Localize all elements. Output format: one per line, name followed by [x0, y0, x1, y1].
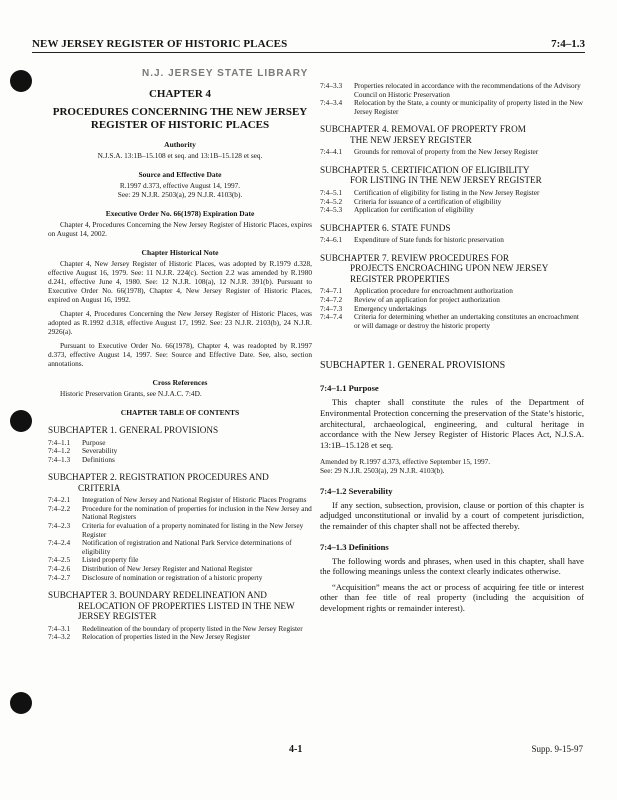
toc-entry-title: Listed property file: [82, 555, 139, 565]
toc-entry-title: Properties relocated in accordance with the recommendations of the Advisory Council on Historic Preservation: [354, 81, 581, 99]
toc-left: [48, 425, 312, 642]
toc-entry-number: 7:4–7.1: [320, 286, 343, 296]
toc-subchapter-title-continued: CRITERIA: [78, 482, 121, 493]
toc-entry-number: 7:4–2.3: [48, 521, 71, 531]
toc-entry: [320, 313, 584, 330]
toc-subchapter-title-continued: THE NEW JERSEY REGISTER: [350, 134, 472, 145]
toc-heading: CHAPTER TABLE OF CONTENTS: [120, 408, 240, 417]
toc-entry: [320, 82, 584, 99]
header-rule: [32, 52, 585, 53]
toc-entry-title: Review of an application for project authorization: [354, 294, 500, 304]
historical-note-p2: Chapter 4, Procedures Concerning the New Jersey Register of Historic Places, was adopted as R.1992 d.318, effective August 17, 1992. See: 23 N.J.R. 2103(b), 24 N.J.R. 2926(a).: [48, 309, 312, 336]
left-column: [48, 82, 312, 642]
toc-subchapter-title-continued: FOR LISTING IN THE NEW JERSEY REGISTER: [350, 175, 542, 186]
toc-subchapter-title: SUBCHAPTER 7. REVIEW PROCEDURES FOR: [320, 252, 509, 263]
toc-entry-title: Criteria for evaluation of a property nominated for listing in the New Jersey Register: [82, 521, 304, 539]
toc-entry: [48, 505, 312, 522]
section-1-2-heading: 7:4–1.2 Severability: [320, 485, 393, 496]
toc-entry-number: 7:4–4.1: [320, 147, 343, 157]
toc-entry-number: 7:4–2.2: [48, 503, 71, 513]
toc-entry-number: 7:4–1.2: [48, 446, 71, 456]
chapter-title: PROCEDURES CONCERNING THE NEW JERSEY REGISTER OF HISTORIC PLACES: [52, 106, 308, 131]
toc-entry-title: Criteria for issuance of a certification of eligibility: [354, 196, 502, 206]
toc-entry-number: 7:4–7.3: [320, 303, 343, 313]
toc-entry-number: 7:4–7.2: [320, 294, 343, 304]
toc-entry-title: Relocation by the State, a county or municipality of property listed in the New Jersey Register: [354, 98, 583, 116]
source-line-2: See: 29 N.J.R. 2503(a), 29 N.J.R. 4103(b).: [117, 190, 243, 199]
toc-subchapter-title: SUBCHAPTER 1. GENERAL PROVISIONS: [48, 425, 219, 435]
toc-subchapter-heading: [320, 124, 584, 145]
toc-entry-title: Purpose: [82, 437, 106, 447]
running-header-title: NEW JERSEY REGISTER OF HISTORIC PLACES: [32, 38, 288, 50]
toc-entry: [48, 574, 312, 583]
toc-right-continued: [320, 82, 584, 116]
toc-subchapter-heading: [48, 472, 312, 493]
right-column: [320, 82, 584, 614]
binder-hole-middle: [10, 410, 32, 432]
toc-subchapter-title: SUBCHAPTER 2. REGISTRATION PROCEDURES AND: [48, 472, 269, 483]
toc-entry-number: 7:4–1.3: [48, 454, 71, 464]
toc-entry-title: Notification of registration and National Park Service determinations of eligibility: [82, 538, 292, 556]
toc-entry: [48, 633, 312, 642]
authority-text: N.J.S.A. 13:1B–15.108 et seq. and 13:1B–15.128 et seq.: [97, 151, 263, 160]
toc-subchapter-title: SUBCHAPTER 3. BOUNDARY REDELINEATION AND: [48, 590, 267, 601]
toc-entry-number: 7:4–2.5: [48, 555, 71, 565]
toc-entry-title: Grounds for removal of property from the New Jersey Register: [354, 147, 539, 157]
toc-entry: [48, 456, 312, 465]
toc-entry-number: 7:4–5.3: [320, 205, 343, 215]
toc-entry-number: 7:4–2.6: [48, 564, 71, 574]
section-1-3-heading: 7:4–1.3 Definitions: [320, 541, 389, 552]
toc-entry-number: 7:4–5.2: [320, 196, 343, 206]
cross-references-text: Historic Preservation Grants, see N.J.A.C. 7:4D.: [60, 389, 202, 398]
toc-entry-number: 7:4–7.4: [320, 312, 343, 322]
toc-entry-number: 7:4–1.1: [48, 437, 71, 447]
section-1-1-text: This chapter shall constitute the rules of the Department of Environmental Protection concerning the preservation of the State’s historic, architectural, archaeological, engineering, and cultural heritage in accordance with the New Jersey Register of Historic Places Act, N.J.S.A. 13:1B–15.128 et seq.: [320, 397, 584, 450]
toc-entry-number: 7:4–2.7: [48, 572, 71, 582]
toc-entry-number: 7:4–2.1: [48, 495, 71, 505]
source-line-1: R.1997 d.373, effective August 14, 1997.: [119, 181, 241, 190]
toc-entry-title: Emergency undertakings: [354, 303, 427, 313]
toc-entry-number: 7:4–6.1: [320, 235, 343, 245]
historical-note-heading: Chapter Historical Note: [141, 248, 219, 257]
binder-hole-top: [10, 70, 32, 92]
toc-entry: [48, 539, 312, 556]
section-1-2-text: If any section, subsection, provision, clause or portion of this chapter is adjudged unconstitutional or invalid by a court of competent jurisdiction, the remainder of this chapter shall not be affected thereby.: [320, 499, 584, 532]
toc-entry-title: Severability: [82, 446, 118, 456]
toc-subchapter-heading: [48, 425, 312, 436]
toc-entry-title: Criteria for determining whether an undertaking constitutes an encroachment or will damage or destroy the historic property: [354, 312, 579, 330]
toc-entry: [320, 206, 584, 215]
toc-entry-title: Redelineation of the boundary of property listed in the New Jersey Register: [82, 623, 303, 633]
toc-subchapter-heading: [320, 165, 584, 186]
binder-hole-bottom: [10, 692, 32, 714]
toc-entry-number: 7:4–3.4: [320, 98, 343, 108]
library-stamp: N.J. JERSEY STATE LIBRARY: [142, 68, 309, 79]
toc-entry-number: 7:4–5.1: [320, 187, 343, 197]
toc-subchapter-title-continued: RELOCATION OF PROPERTIES LISTED IN THE NEW JERSEY REGISTER: [78, 600, 295, 622]
toc-entry-title: Application for certification of eligibility: [354, 205, 474, 215]
section-1-1-note-1: Amended by R.1997 d.373, effective September 15, 1997.: [320, 457, 491, 467]
toc-entry-title: Procedure for the nomination of properties for inclusion in the New Jersey and National Registers: [82, 503, 312, 522]
authority-heading: Authority: [164, 140, 196, 149]
toc-entry: [320, 236, 584, 245]
toc-entry: [48, 522, 312, 539]
section-1-3-definition-acquisition: “Acquisition” means the act or process of acquiring fee title or interest other than fee title of real property (including the acquisition of development rights or remainder interest).: [320, 581, 584, 614]
source-heading: Source and Effective Date: [138, 170, 222, 179]
toc-entry-title: Certification of eligibility for listing in the New Jersey Register: [354, 187, 540, 197]
toc-entry-title: Integration of New Jersey and National Register of Historic Places Programs: [82, 495, 307, 505]
supplement-date: Supp. 9-15-97: [531, 744, 583, 754]
toc-subchapter-title: SUBCHAPTER 6. STATE FUNDS: [320, 222, 451, 233]
historical-note-p3: Pursuant to Executive Order No. 66(1978), Chapter 4, was readopted by R.1997 d.373, effective August 14, 1997. See: Source and Effective Date. See, also, section annotations.: [48, 341, 312, 368]
toc-entry-number: 7:4–3.1: [48, 623, 71, 633]
running-header-code: 7:4–1.3: [551, 38, 585, 50]
executive-order-heading: Executive Order No. 66(1978) Expiration Date: [105, 209, 255, 218]
section-1-3-text: The following words and phrases, when used in this chapter, shall have the following meanings unless the context clearly indicates otherwise.: [320, 555, 584, 577]
toc-entry-title: Definitions: [82, 454, 115, 464]
toc-entry-title: Distribution of New Jersey Register and National Register: [82, 564, 253, 574]
toc-entry-number: 7:4–3.3: [320, 81, 343, 90]
toc-entry-title: Disclosure of nomination or registration of a historic property: [82, 572, 263, 582]
toc-entry-title: Application procedure for encroachment authorization: [354, 286, 513, 296]
toc-subchapter-heading: [320, 253, 584, 285]
toc-entry: [320, 99, 584, 116]
section-1-1-heading: 7:4–1.1 Purpose: [320, 383, 379, 394]
toc-entry-number: 7:4–2.4: [48, 538, 71, 548]
toc-subchapter-heading: [320, 223, 584, 234]
toc-subchapter-title: SUBCHAPTER 5. CERTIFICATION OF ELIGIBILITY: [320, 164, 530, 175]
toc-entry: [320, 148, 584, 157]
chapter-label: CHAPTER 4: [148, 88, 212, 100]
historical-note-p1: Chapter 4, New Jersey Register of Historic Places, was adopted by R.1979 d.328, effective August 16, 1979. See: 11 N.J.R. 224(c). Section 2.2 was amended by R.1980 d.241, effective June 4, 1980. See: 12 N.J.R. 108(a), 12 N.J.R. 391(b). Pursuant to Executive Order No. 66(1978), Chapter 4, New Jersey Register of Historic Places, expired on August 16, 1992.: [48, 259, 312, 304]
toc-right: [320, 124, 584, 330]
subchapter-1-heading: SUBCHAPTER 1. GENERAL PROVISIONS: [320, 360, 506, 372]
page-number: 4-1: [289, 744, 303, 755]
cross-references-heading: Cross References: [152, 378, 208, 387]
section-1-1-note-2: See: 29 N.J.R. 2503(a), 29 N.J.R. 4103(b).: [320, 466, 445, 476]
toc-entry-number: 7:4–3.2: [48, 632, 71, 642]
toc-subchapter-title-continued: PROJECTS ENCROACHING UPON NEW JERSEY REGISTER PROPERTIES: [350, 263, 549, 284]
toc-subchapter-heading: [48, 590, 312, 622]
toc-entry-title: Relocation of properties listed in the New Jersey Register: [82, 632, 251, 642]
toc-subchapter-title: SUBCHAPTER 4. REMOVAL OF PROPERTY FROM: [320, 124, 526, 135]
executive-order-text: Chapter 4, Procedures Concerning the New Jersey Register of Historic Places, expires on August 14, 2002.: [48, 220, 312, 238]
toc-entry-title: Expenditure of State funds for historic preservation: [354, 235, 504, 245]
